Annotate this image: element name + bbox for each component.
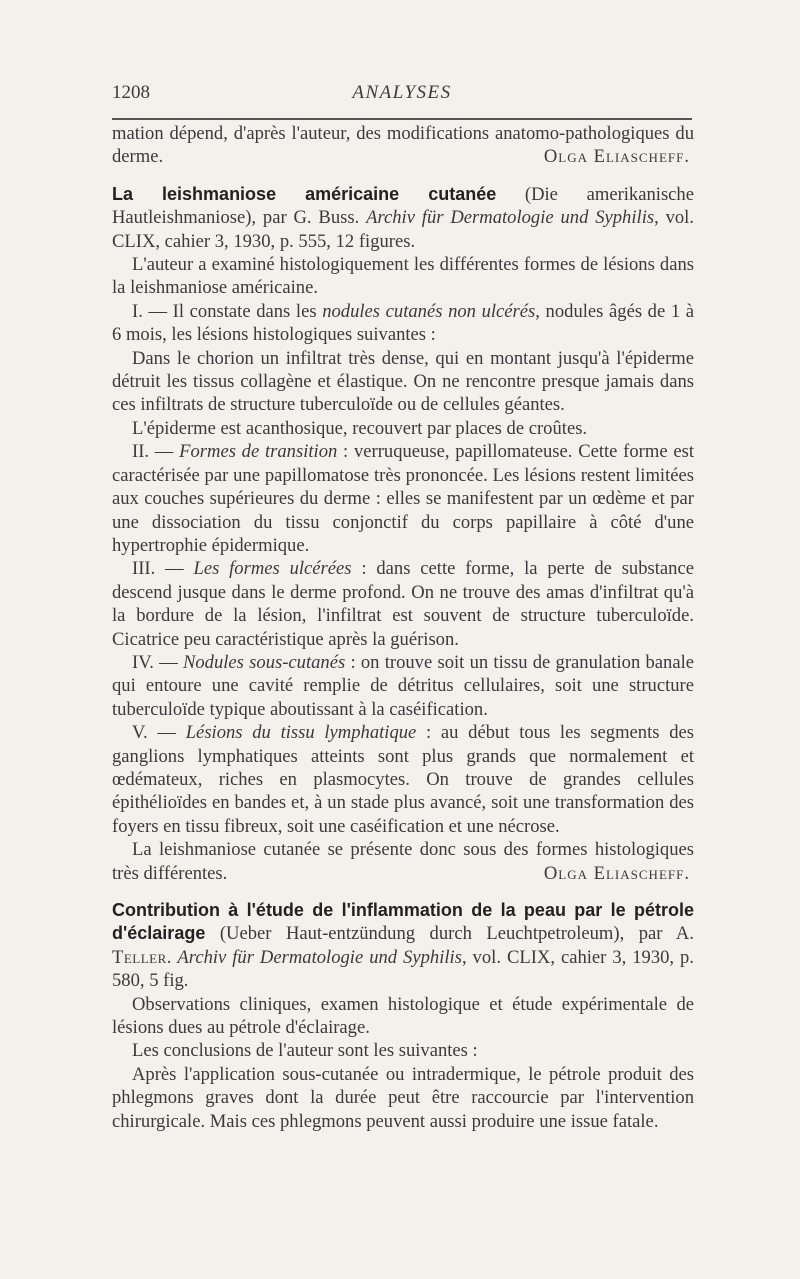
author-name: Teller	[112, 946, 167, 968]
paragraph	[112, 838, 694, 885]
emphasis-text: Les formes ulcérées	[193, 558, 352, 580]
citation-text: (Die amerikanische Hautleishmaniose), par G. Buss.	[112, 183, 694, 229]
article-petrole	[112, 899, 694, 1133]
paragraph: Après l'application sous-cutanée ou intradermique, le pétrole produit des phlegmons graves dont la durée peut être raccourcie par l'intervention chirurgicale. Mais ces phlegmons peuvent aussi produire une issue fatale.	[112, 1063, 694, 1132]
journal-name: Archiv für Dermatologie und Syphilis	[177, 946, 462, 968]
paragraph-text: I. — Il constate dans les	[132, 300, 323, 322]
page-number: 1208	[112, 82, 150, 103]
paragraph-text: II. —	[132, 441, 180, 463]
paragraph	[112, 300, 694, 347]
paragraph	[112, 557, 694, 651]
paragraph-text: , nodules âgés de 1 à 6 mois, les lésions histologiques suivantes :	[112, 300, 695, 346]
paragraph: L'épiderme est acanthosique, recouvert par places de croûtes.	[132, 417, 588, 439]
citation-text: , vol. CLIX, cahier 3, 1930, p. 555, 12 figures.	[112, 207, 694, 252]
citation-text: , vol. CLIX, cahier 3, 1930, p. 580, 5 fig.	[112, 946, 694, 992]
citation-text: .	[166, 946, 178, 968]
header-rule	[112, 118, 692, 120]
paragraph-text: : on trouve soit un tissu de granulation banale qui entoure une cavité remplie de détritus cellulaires, soit une structure tuberculoïde typique aboutissant à la caséification.	[112, 651, 695, 720]
paragraph: Dans le chorion un infiltrat très dense, qui en montant jusqu'à l'épiderme détruit les tissus collagène et élastique. On ne rencontre presque jamais dans ces infiltrats de structure tuberculoïde ou de cellules géantes.	[112, 347, 694, 416]
journal-name: Archiv für Dermatologie und Syphilis	[366, 207, 655, 229]
paragraph	[112, 122, 694, 169]
article-title: Contribution à l'étude de l'inflammation de la peau par le pétrole d'éclairage	[112, 900, 694, 944]
emphasis-text: nodules cutanés non ulcérés	[322, 300, 536, 322]
paragraph-text: : dans cette forme, la perte de substance descend jusque dans le derme profond. On ne trouve des amas d'infiltrat qu'à la bordure de la lésion, l'infiltrat est souvent de structure tuberculoïde. Cicatrice peu caractéristique après la guérison.	[112, 558, 694, 650]
paragraph	[112, 440, 694, 557]
article-continuation	[112, 122, 694, 169]
emphasis-text: Formes de transition	[179, 441, 338, 463]
paragraph: L'auteur a examiné histologiquement les différentes formes de lésions dans la leishmaniose américaine.	[112, 254, 694, 299]
page-header	[112, 82, 692, 108]
paragraph-text: mation dépend, d'après l'auteur, des modifications anatomo-pathologiques du derme.	[112, 123, 694, 168]
paragraph-text: IV. —	[132, 651, 183, 673]
paragraph-text: : au début tous les segments des ganglions lymphatiques atteints sont plus grands que normalement et œdémateux, riches en plasmocytes. On trouve de grandes cellules épithélioïdes en bandes et, à un stade plus avancé, soit une transformation des foyers en tissu fibreux, soit une caséification et une nécrose.	[112, 722, 694, 837]
paragraph-text: : verruqueuse, papillomateuse. Cette forme est caractérisée par une papillomatose très prononcée. Les lésions restent limitées aux couches supérieures du derme : elles se manifestent par un œdème et par une dissociation du tissu conjonctif du corps papillaire à côté d'une hypertrophie épidermique.	[112, 441, 694, 556]
article-leishmaniose	[112, 183, 694, 885]
citation-text: (Ueber Haut-entzündung durch Leuchtpetroleum), par A.	[205, 923, 694, 945]
emphasis-text: Lésions du tissu lymphatique	[185, 722, 417, 744]
paragraph	[112, 651, 694, 721]
article-signature: Olga Eliascheff.	[543, 146, 690, 168]
paragraph-text: V. —	[132, 722, 186, 744]
article-title: La leishmaniose américaine cutanée	[112, 183, 497, 204]
page-body	[112, 122, 694, 1133]
article-heading	[112, 183, 694, 253]
emphasis-text: Nodules sous-cutanés	[182, 651, 346, 673]
paragraph: Observations cliniques, examen histologique et étude expérimentale de lésions dues au pétrole d'éclairage.	[112, 993, 694, 1039]
paragraph-text: La leishmaniose cutanée se présente donc sous des formes histologiques très différentes.	[112, 839, 694, 884]
paragraph-text: III. —	[132, 558, 194, 580]
paragraph	[112, 721, 694, 838]
running-head: ANALYSES	[352, 82, 452, 103]
article-heading	[112, 899, 694, 993]
paragraph: Les conclusions de l'auteur sont les suivantes :	[132, 1040, 478, 1062]
article-signature: Olga Eliascheff.	[543, 862, 690, 884]
